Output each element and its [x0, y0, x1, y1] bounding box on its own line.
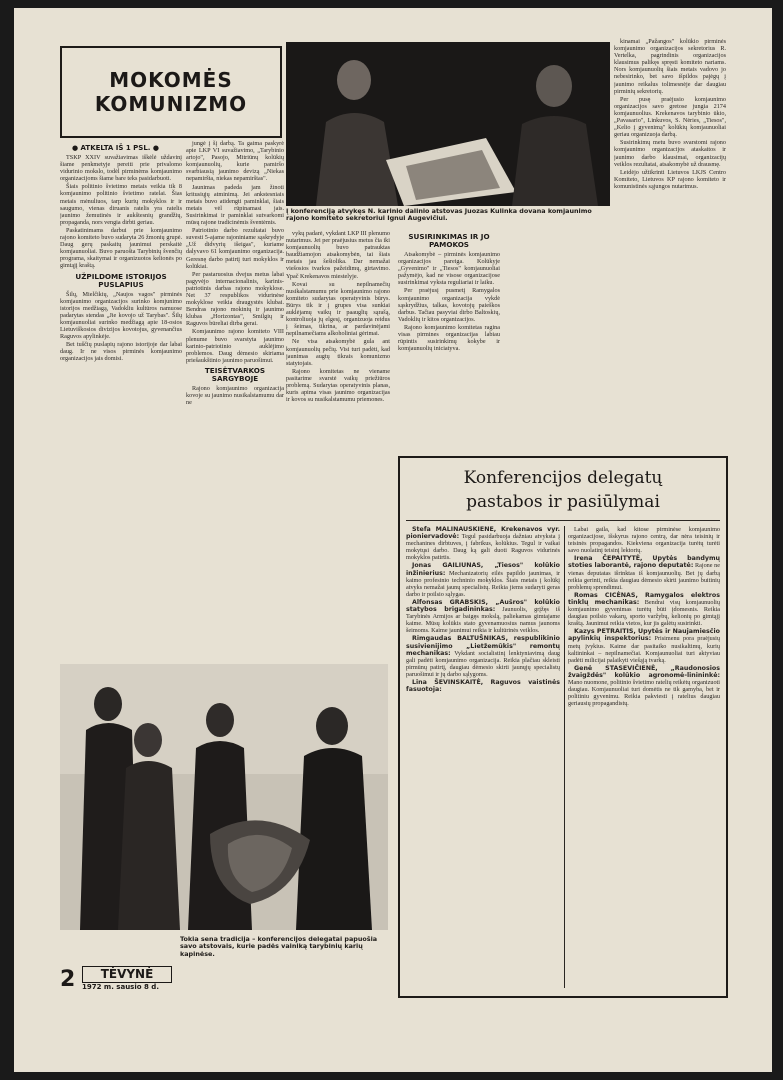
delegate-comment: Vykdant socialistinį lenktyniavimą daug gali padėti komjaunimo organizacija. Reikia plačiau skleisti pirmūnų patirtį, daugiau dėmesio skirti jaunųjų specialistų paruošimui ir jų darbo sąlygoms. [406, 649, 560, 678]
middle-section-paragraph: Rajono komjaunimo organizacija kovoje su jaunimo nusikalstamumu dar ne [186, 384, 284, 407]
title-line-2: KOMUNIZMO [94, 92, 248, 116]
top-photo-image [286, 42, 610, 206]
meeting-paragraph: Rajono komjaunimo komitetas ragina visas pirmines organizacijas labiau rūpintis susirinkimų kokybe ir komjaunuolių iniciatyva. [398, 323, 500, 353]
delegate-name: Alfonsas GRABSKIS, „Aušros" kolūkio statybos brigadininkas: [406, 598, 560, 614]
delegate-name: Genė STASEVIČIENĖ, „Raudonosios žvaigždės" kolūkio agronomė-linininkė: [568, 664, 720, 679]
center-paragraph: vykų padarė, vykdant LKP III plenumo nutarimus. Jei per praėjusius metus čia iki komjaunuolių buvo patrauktas baudžiamojon atsakomybėn, tai šiais metais jau šešiolika. Dar nemažai viešosios tvarkos pažeidimų, girtavimo. Ypač Krekenavos miestelyje. [286, 230, 390, 280]
newspaper-name: TĖVYNĖ [82, 966, 172, 983]
middle-paragraph: Jaunimas padeda jam žinoti kritusiųjų atminimą. Jei ankstesniais metais buvo atidengti paminklai, šiais metais vėl rūpinamasi jais. Susirinkimai ir paminklai sutvarkomi mūsų rajone tradicinėmis šventėmis. [186, 183, 284, 227]
newspaper-page [14, 8, 772, 1072]
middle-article-column [186, 140, 284, 654]
center-article-column [286, 230, 390, 660]
section-title-box [60, 46, 282, 138]
meeting-paragraph: Atsakomybė – pirminės komjaunimo organizacijos pareiga. Kolūkyje „Gyvenimo" ir „Tiesos" komjaunuoliai pažymėjo, kad ne visose organizacijose susirinkimai vyksta reguliariai ir laiku. [398, 251, 500, 287]
right-article-column [614, 38, 726, 448]
delegate-name: Romas CICĖNAS, Ramygalos elektros tinklų mechanikas: [568, 591, 720, 606]
bottom-photo-image [60, 664, 388, 930]
conference-title-line-1: Konferencijos delegatų [463, 468, 663, 488]
delegate-comment: Mechanizatorių eilės papildo jaunimas, ir kaimo profesinio techninio mokyklos. Šiais metais į kolūkį atvyks nemažai jaunų specialistų. Reikia jiems sudaryti geras darbo ir poilsio sąlygas. [406, 569, 560, 598]
right-paragraph: Per pusę praėjusio komjaunimo organizacijos savo gretose jungia 2174 komjaunuolius. Krekenavos tarybinio ūkio, „Pavasario", Linkuvos, S. Nėries, „Tiesos", „Kelio į gyvenimą" kolūkių komjaunuoliai geriau organizuoja darbą. [614, 95, 726, 139]
left-paragraph: TSKP XXIV suvažiavimas iškėlė uždavinį šiame penkmetyje pereiti prie privalomo vidurinio mokslo, todėl pirminėms komjaunimo organizacijoms šiame bare teks pasidarbuoti. [60, 154, 182, 183]
conference-box [398, 456, 728, 998]
top-photo [286, 42, 610, 206]
middle-paragraph: Per pastaruosius dvejus metus labai pagyvėjo internacionalinis, karinis-patriotinis darbas rajono mokyklose. Net 37 respublikos vidurinėse mokyklose veikia draugystės klubai. Bendras rajono mokinių ir jaunimo klubas „Horizontas", Smilgių ir Raguvos būreliai dirba gerai. [186, 270, 284, 328]
left-paragraph: Paskatinimams darbui prie komjaunimo rajono komiteto buvo sudaryta 26 žmonių grupė. Daug gerų paskaitų jaunimui perskaitė komjaunuoliai. Buvo paruošta Tarybinių švenčių programa, skaitymai ir organizuotos kelionės po gimtąjį kraštą. [60, 226, 182, 270]
page-number: 2 [60, 967, 76, 992]
delegate-name: Lina ŠEVINSKAITĖ, Raguvos vaistinės fasuotoja: [406, 678, 560, 694]
left-section-heading: UŽPILDOME ISTORIJOS PUSLAPIUS [75, 271, 167, 289]
conference-divider [406, 520, 720, 521]
delegate-name: Jonas GAILIUNAS, „Tiesos" kolūkio inžinierius: [406, 562, 560, 577]
left-section-paragraph: Šilų, Mielčikių, „Naujos vagos" pirminės komjaunimo organizacijos surinko komjunimo istorijos medžiagą, Vadokliu kultūros namuose padarytas stendas „Jie kovojo už Tarybas". Šilų komjaunuoliai surinko medžiagą apie 18-osios Lietuviškosios divizijos kovotojus, gyvenančius Raguvos apylinkėje. [60, 290, 182, 341]
bottom-photo-caption: Tokia sena tradicija – konferencijos delegatai papuošia savo atstovais, kurie padės vainiką tarybinių karių kapinėse. [180, 936, 378, 958]
continued-label: ● ATKELTA IŠ 1 PSL. ● [72, 144, 160, 152]
issue-date: 1972 m. sausio 8 d. [82, 983, 159, 991]
delegate-comment: Rajone ne vienas deputatas išrinktas iš komjaunuolių. Bet jų darbą reikia gerinti, reikia daugiau dėmesio skirti jaunimo buitinių problemų sprendimui. [568, 562, 720, 591]
center-paragraph: Ne visa atsakomybė gula ant komjaunuolių pečių. Visi turi padėti, kad jaunimas augtų tikrais komunizmo statytojais. [286, 338, 390, 367]
title-line-1: MOKOMĖS [109, 68, 233, 92]
left-section-paragraph: Bet tuščių puslapių rajono istorijoje dar labai daug. Ir ne visos pirminės komjaunimo organizacijos jais domisi. [60, 341, 182, 363]
center-paragraph: Rajono komitetas ne viename pasitarime svarstė vaikų priežiūros problemą. Sudarytas operatyvinis planas, kuris apima visas jaunimo organizacijas ir kovos su nusikalstamumu priemones. [286, 367, 390, 404]
conference-right-column [568, 526, 720, 988]
middle-section-heading: TEISĖTVARKOS SARGYBOJE [204, 365, 266, 383]
right-paragraph: kinamai „Pažangos" kolūkio pirminės komjaunimo organizacijos sekretorius R. Vertelka, pagrindinis organizacijos klausimus palikęs spręsti komiteto nariams. Nors komjaunuolių šiais metais vadovo jo nebesirinko, bet savo išpildos pajėgų į jaunimo reikalus tolimesnėje dar daugiau pirminių sekretorių. [614, 38, 726, 95]
delegate-name: Stefa MALINAUSKIENĖ, Krekenavos vyr. pioniervadovė: [406, 526, 560, 541]
delegate-comment: Bendrai visų komjaunuolių komjaunimo gyvenimas turėtų būti įdomesnis. Reikia daugiau poilsio vakarų, sporto varžybų, kelionių po gimtąjį kraštą. Jaunimui reikia vietos, kur jis galėtų susirinkti. [568, 598, 720, 628]
left-article-column [60, 154, 182, 654]
top-photo-caption: Į konferenciją atvykęs N. karinio dalinio atstovas Juozas Kulinka dovana komjaunimo rajono komiteto sekretoriui Ignui Augevičiui. [286, 208, 592, 223]
conference-column-divider [564, 526, 565, 988]
delegate-name: Irena ČEPAITYTĖ, Upytės bandymų stoties laborantė, rajono deputatė: [568, 555, 720, 570]
conference-title-line-2: pastabos ir pasiūlymai [466, 492, 660, 512]
delegate-comment: Labai gaila, kad kitose pirminėse komjaunimo organizacijose, išskyrus rajono centrą, dar nėra teisinių ir teisinės propagandos. Kiekviena organizacija turėtų turėti savo nuolatinį teisinį lektorių. [568, 526, 720, 555]
bottom-photo [60, 664, 388, 930]
meeting-article-column [398, 230, 500, 460]
delegate-comment: Mano nuomone, politinio švietimo ratelių reikėtų organizuoti daugiau. Komjaunuoliai turi domėtis ne tik gamyba, bet ir politiniu gyvenimu. Reikia pakviesti į ratelius daugiau geriausių propagandistų. [568, 678, 720, 708]
middle-paragraph: jungė į šį darbą. Ta gaima paskyrė apie LKP VI suvažiavimo, „Tarybinio artojo", Pasojo, Mitriūnų kolūkių komjaunuolių, kurie pamiršo svarbiausią jaunimo devizą „Niekas nepamiršta, niekas nepamirštas". [186, 140, 284, 183]
middle-paragraph: Patriotinio darbo rezultatai buvo suvesti 5-ajame rajoniniame sąskrydyje „Už didvyrių išeigas", kuriame dalyvavo 61 komjaunimo organizacija. Geresnę darbo patirtį turi mokyklos ir kolūkiai. [186, 227, 284, 270]
meeting-section-heading: SUSIRINKIMAS IR JO PAMOKOS [408, 232, 490, 249]
delegate-comment: Jaunuolis, grįžęs iš Tarybinės Armijos ar baigęs mokslą, paliekamas gimtajame kaime. Mūsų kolūkis stato gyvenamuosius namus jaunoms šeimoms. Kaime jaunimui reikia ir kultūrinės veiklos. [406, 606, 560, 635]
delegate-comment: Prisimenu pora praėjusių metų įvykius. Kaime dar pasitaiko nusikaltimų, kurių kaltininkai – nepilnamečiai. Komjaunuoliai turi aktyviau padėti milicijai palaikyti viešąją tvarką. [568, 635, 720, 664]
right-paragraph: Susirinkimų metu buvo svarstomi rajono komjaunimo organizacijos ataskaitos ir jaunimo darbo klausimai, organizacijų veiklos rezultatai, atsakomybė už drausmę. [614, 139, 726, 168]
delegate-name: Rimgaudas BALTUŠNIKAS, respublikinio susivienijimo „Lietžemūkis" remontų mechanikas: [406, 635, 560, 657]
center-paragraph: Kovai su nepilnamečių nusikalstamumu prie komjaunimo rajono komiteto sudarytas operatyvinis būrys. Būrys tik ir į grupes visa sunkiai auklėjamų vaikų ir paauglių sąrašą, kontroliuoja jų elgesį, organizuoja reidus į šeimas, tikrina, ar pardavinėjami nepilnamečiams alkoholiniai gėrimai. [286, 280, 390, 338]
middle-paragraph: Komjaunimo rajono komiteto VIII plenume buvo svarstyta jaunimo karinio-patriotinio auklėjimo problemos. Daug dėmesio skiriama priešaukštinio jaunimo paruošimui. [186, 328, 284, 364]
delegate-name: Kazys PETRAITIS, Upytės ir Naujamiesčio apylinkių inspektorius: [568, 628, 720, 643]
right-paragraph: Leidėjo užtikrinti Lietuvos LKJS Centro Komiteto, Lietuvos KP rajono komiteto ir komunistinės sąjungos nutarimus. [614, 168, 726, 190]
left-paragraph: Šiais politinio švietimo metais veikia tik 8 komjaunimo politinio švietimo ratelai. Šias metais mėnuliuos, tarp kurių mokyklos ir ir saugumo, vienas diruanis ratelis yra ratelis jaunimo žemutinės ir aukštesnių grandžių, propaganda, nors vengia dirbti geriau. [60, 183, 182, 226]
meeting-paragraph: Per praėjusį pusmetį Ramygalos komjaunimo organizacija vykdė sąskrydžius, talkas, kovotojų paieškos darbus. Tačiau pasyviai dirbo Baltoskių, Vadoklių ir kitos organizacijos. [398, 287, 500, 323]
conference-left-column [406, 526, 560, 988]
delegate-comment: Tegul pasidarbuoja dažniau atvyksta į mechanines dirbtuves, į fabrikus, kolūkius. Tegul ir vaikai mokytųsi darbo. Daug ką gali duoti Raguvos vidurinės mokyklos patirtis. [406, 533, 560, 562]
